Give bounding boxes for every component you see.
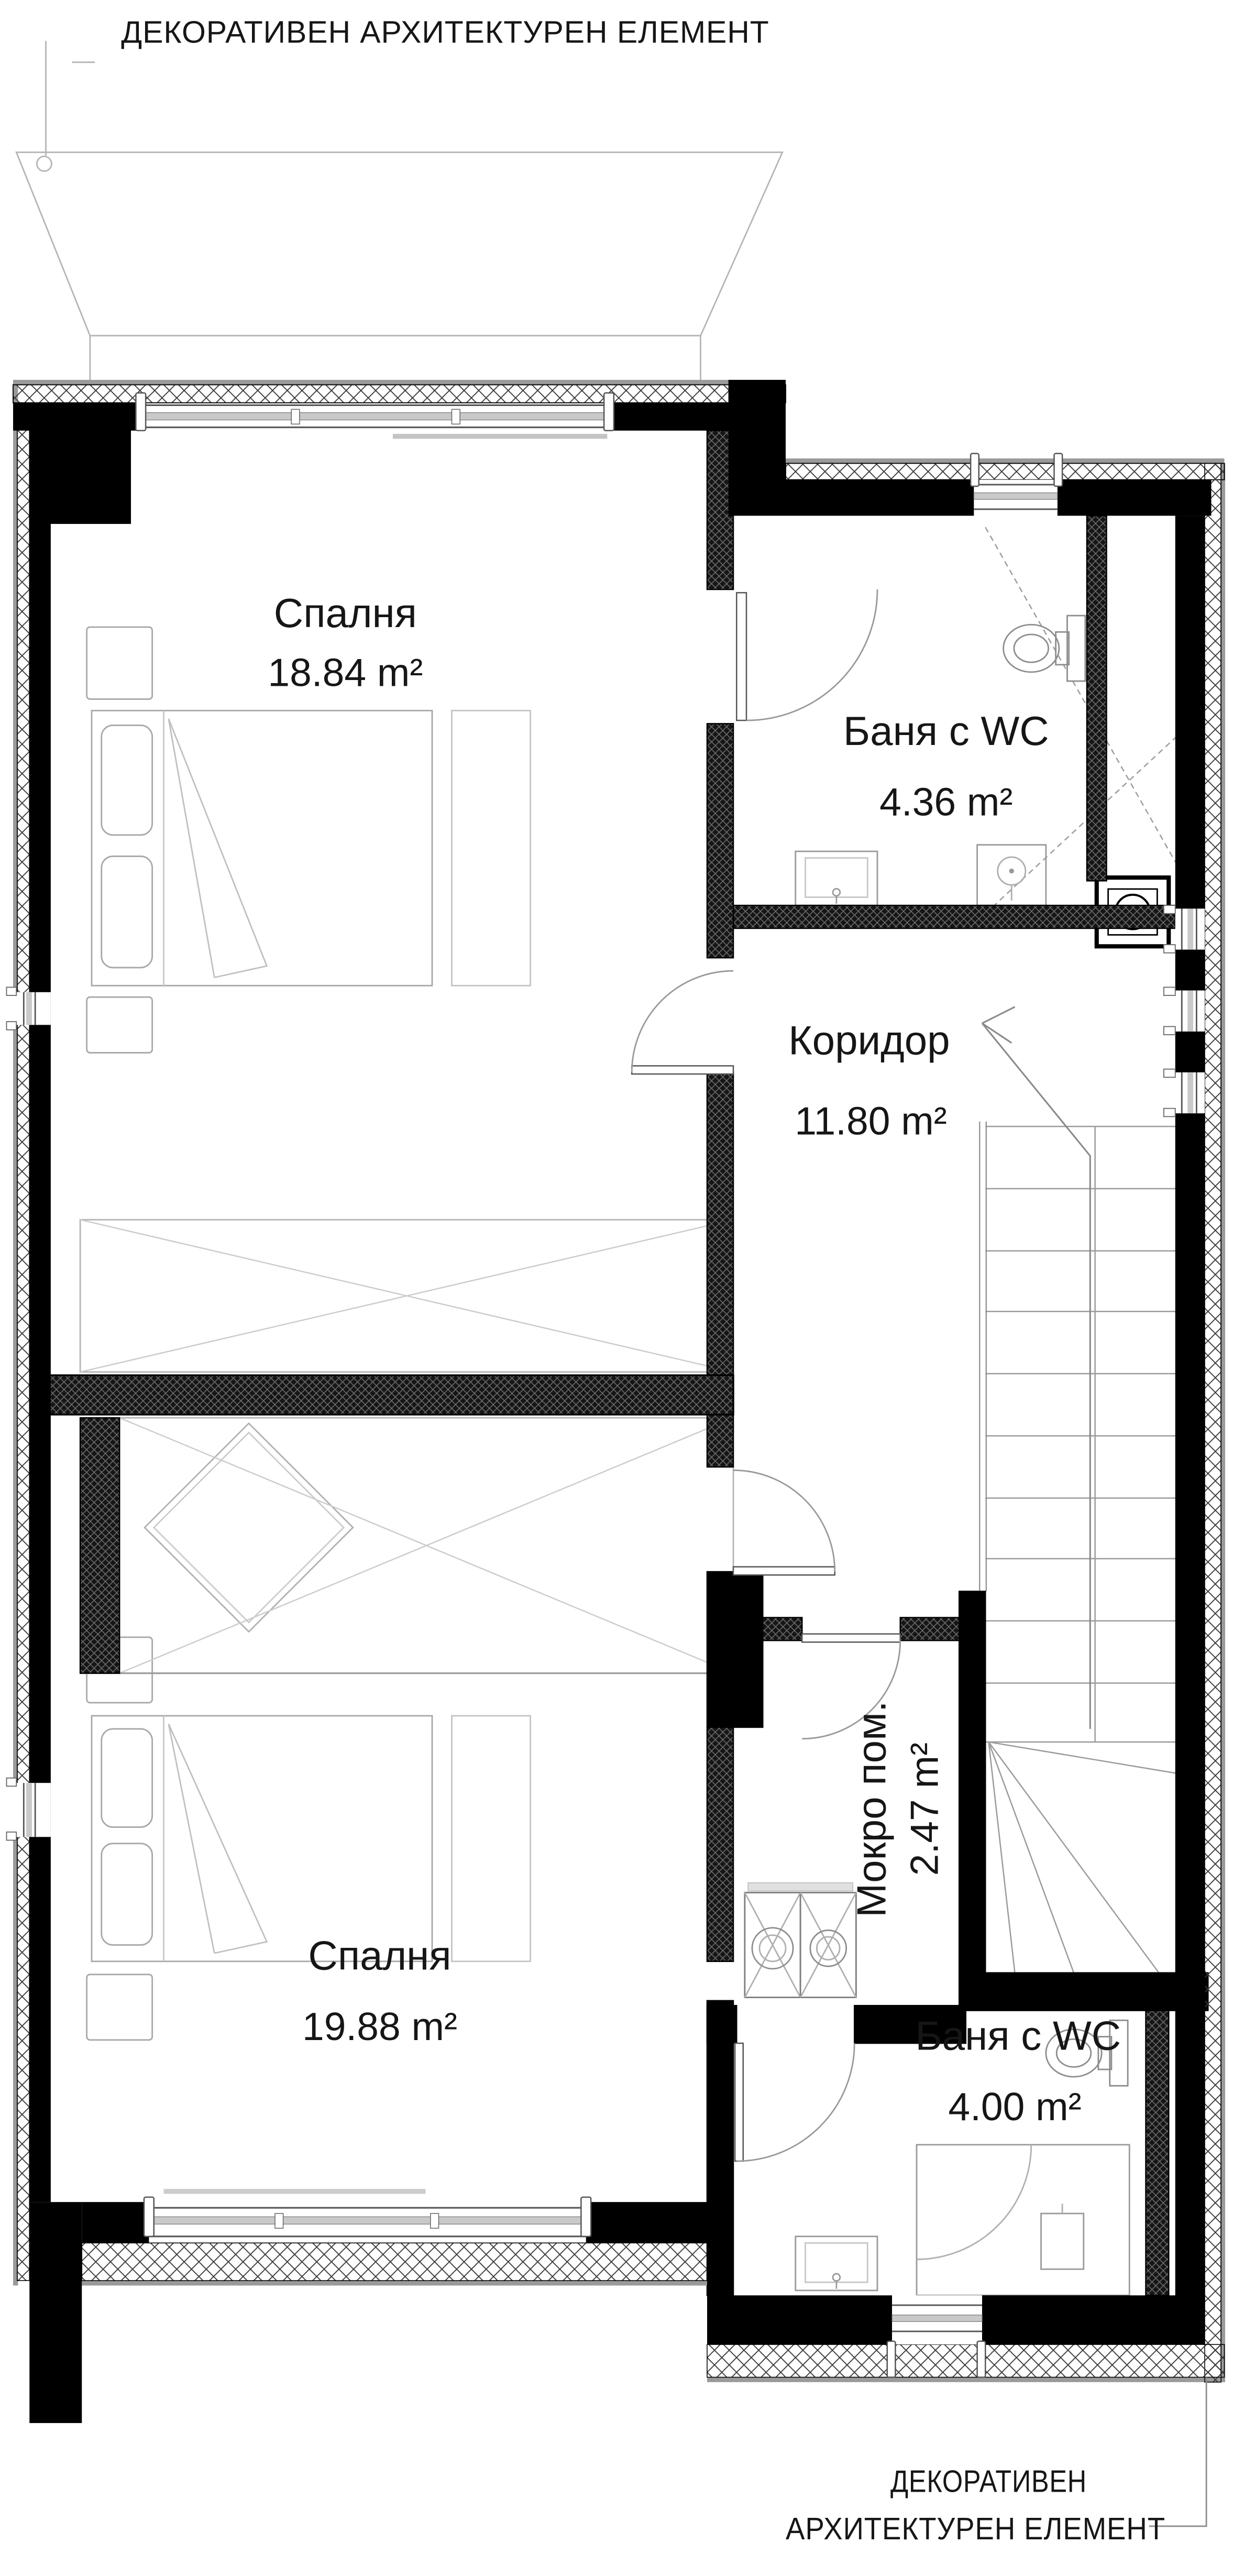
- nightstand: [87, 997, 152, 1053]
- wardrobes: [80, 1220, 733, 1673]
- bed-symbol: [92, 710, 432, 985]
- counter-edge: [748, 1883, 853, 1891]
- bottom-annotation-line2: АРХИТЕКТУРЕН ЕЛЕМЕНТ: [786, 2511, 1165, 2546]
- door-bathroom1: [736, 589, 877, 720]
- bedroom2-name-label: Спалня: [308, 1932, 452, 1979]
- bedroom2-area-label: 19.88 m²: [302, 2004, 457, 2048]
- sink-symbol: [796, 851, 877, 905]
- door-bedroom1: [632, 971, 733, 1074]
- door-bathroom2: [735, 2043, 854, 2161]
- insulation-band: [786, 463, 1225, 479]
- wall-segment: [707, 1727, 733, 1961]
- bathroom2-left-wall: [707, 2001, 733, 2296]
- handrail: [979, 1122, 986, 1592]
- insulation-band: [1205, 463, 1221, 2382]
- bathroom1-name-label: Баня с WC: [843, 707, 1049, 754]
- bedside-rug: [452, 1716, 531, 1961]
- bathroom2-top-wall: [966, 1973, 1208, 2011]
- insulation-band: [707, 2344, 1225, 2377]
- washing-machine: [745, 1893, 800, 1998]
- leader-line: [1149, 2377, 1206, 2526]
- window-left-wall-lower: [7, 1778, 51, 1840]
- wetroom-top-wall: [900, 1618, 960, 1641]
- laundry-sink: [800, 1893, 856, 1998]
- insulation-band: [17, 403, 29, 2281]
- window: [1164, 1069, 1205, 1117]
- bathroom2-area-label: 4.00 m²: [948, 2084, 1082, 2129]
- armchair-diagonal: [145, 1423, 353, 1632]
- bathroom1-bottom-wall: [733, 905, 1175, 928]
- bedroom1-name-label: Спалня: [273, 589, 417, 636]
- corridor-name-label: Коридор: [788, 1017, 950, 1064]
- bottom-annotation-line1: ДЕКОРАТИВЕН: [890, 2463, 1087, 2499]
- nightstand: [87, 1975, 152, 2040]
- bedside-rug: [452, 710, 531, 985]
- bathroom2-name-label: Баня с WC: [915, 2012, 1121, 2059]
- fixtures-wet-room: [745, 1883, 856, 1998]
- top-annotation-label: ДЕКОРАТИВЕН АРХИТЕКТУРЕН ЕЛЕМЕНТ: [121, 14, 769, 50]
- toilet-symbol: [1004, 616, 1085, 681]
- bedroom1-area-label: 18.84 m²: [268, 650, 423, 695]
- window-bedroom2-bottom: [144, 2189, 591, 2237]
- bathroom1-area-label: 4.36 m²: [879, 780, 1013, 824]
- decorative-element-top-outline: [16, 41, 783, 385]
- bed-symbol: [92, 1716, 432, 1961]
- pillow: [102, 725, 152, 835]
- decor-trapezoid: [16, 152, 783, 336]
- nightstand: [87, 627, 152, 699]
- wetroom-name-label: Мокро пом.: [848, 1701, 895, 1917]
- bottom-annotation: [786, 2377, 1206, 2546]
- corridor-area-label: 11.80 m²: [795, 1099, 947, 1143]
- wetroom-area-label: 2.47 m²: [902, 1742, 946, 1876]
- pillow: [102, 1729, 152, 1827]
- winder-treads: [989, 1742, 1205, 1973]
- blanket-fold: [169, 1724, 267, 1954]
- door-bedroom2: [733, 1470, 835, 1575]
- bathroom1-right-wall: [1087, 516, 1107, 881]
- sink-symbol: [796, 2237, 877, 2290]
- bedroom-partition-wall: [49, 1375, 733, 1415]
- decor-corner-circle: [37, 156, 51, 171]
- insulation-band: [13, 385, 786, 402]
- wall-segment: [707, 1572, 763, 1727]
- wall-segment: [707, 724, 733, 958]
- blanket-fold: [169, 719, 267, 978]
- bathroom2-stub-wall: [1146, 2011, 1169, 2296]
- wetroom-top-wall: [763, 1618, 802, 1641]
- shower-symbol: [917, 2145, 1129, 2296]
- wetroom-right-wall: [959, 1592, 985, 2008]
- shower-symbol: [977, 845, 1046, 906]
- window: [1164, 987, 1205, 1035]
- wardrobe-side-wall: [80, 1418, 119, 1673]
- window-left-wall-upper: [7, 987, 51, 1029]
- fixtures-bathroom-2: [796, 2020, 1130, 2295]
- pillow: [102, 1844, 152, 1945]
- insulation-band: [82, 2243, 707, 2281]
- pillow: [102, 856, 152, 968]
